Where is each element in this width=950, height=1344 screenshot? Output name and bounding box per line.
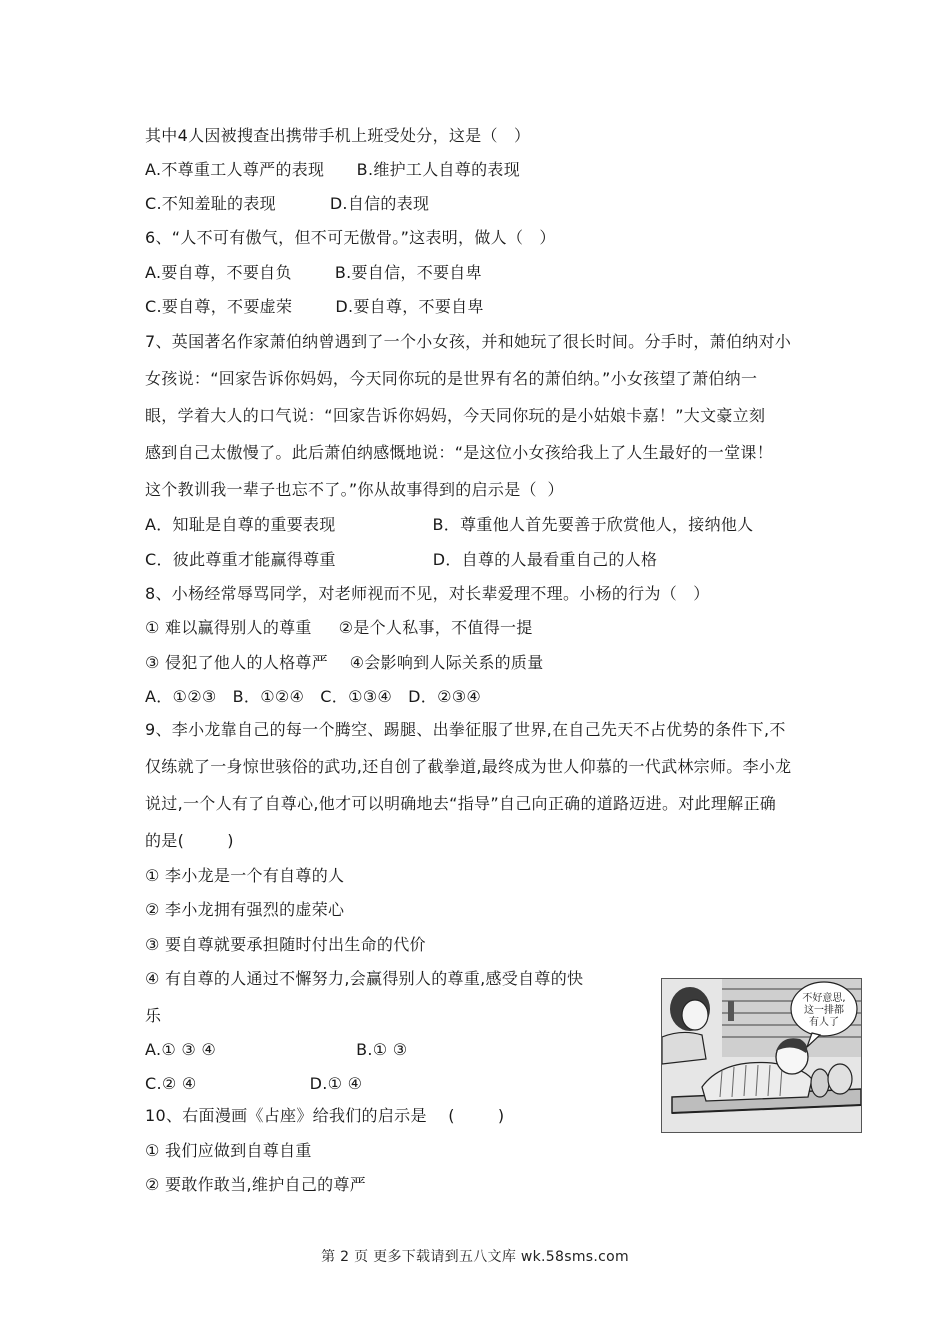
text-line: 仅练就了一身惊世骇俗的武功,还自创了截拳道,最终成为世人仰慕的一代武林宗师。李小龙 <box>145 757 792 776</box>
text-line: A.不尊重工人尊严的表现 B.维护工人自尊的表现 <box>145 160 521 179</box>
text-line: 的是( ) <box>145 831 234 850</box>
text-line: A．知耻是自尊的重要表现 B．尊重他人首先要善于欣赏他人，接纳他人 <box>145 515 754 534</box>
text-line: 眼，学着大人的口气说：“回家告诉你妈妈，今天同你玩的是小姑娘卡嘉！”大文豪立刻 <box>145 406 766 425</box>
text-line: A.要自尊，不要自负 B.要自信，不要自卑 <box>145 263 482 282</box>
text-line: ① 难以赢得别人的尊重 ②是个人私事，不值得一提 <box>145 618 533 637</box>
question-8: 8、小杨经常辱骂同学，对老师视而不见，对长辈爱理不理。小杨的行为（ ） <box>145 584 710 603</box>
text-line: C．彼此尊重才能赢得尊重 D．自尊的人最看重自己的人格 <box>145 550 658 569</box>
seat-occupying-cartoon <box>661 978 862 1133</box>
text-line: A．①②③ B．①②④ C．①③④ D．②③④ <box>145 687 482 706</box>
text-line: C.要自尊，不要虚荣 D.要自尊，不要自卑 <box>145 297 484 316</box>
text-line: ② 李小龙拥有强烈的虚荣心 <box>145 900 345 919</box>
text-line: 乐 <box>145 1006 162 1025</box>
text-line: A.① ③ ④ B.① ③ <box>145 1040 408 1059</box>
text-line: C.② ④ D.① ④ <box>145 1074 363 1093</box>
speech-text-3: 有人了 <box>809 1017 839 1028</box>
question-9: 9、李小龙靠自己的每一个腾空、踢腿、出拳征服了世界,在自己先天不占优势的条件下,不 <box>145 720 786 739</box>
cartoon-illustration <box>662 979 861 1132</box>
text-line: ② 要敢作敢当,维护自己的尊严 <box>145 1175 367 1194</box>
text-line: 这个教训我一辈子也忘不了。”你从故事得到的启示是（ ） <box>145 480 564 499</box>
speech-text-1: 不好意思, <box>802 993 846 1004</box>
question-7: 7、英国著名作家萧伯纳曾遇到了一个小女孩，并和她玩了很长时间。分手时，萧伯纳对小 <box>145 332 792 351</box>
text-line: C.不知羞耻的表现 D.自信的表现 <box>145 194 430 213</box>
text-line: 其中4人因被搜查出携带手机上班受处分，这是（ ） <box>145 126 531 145</box>
text-line: ④ 有自尊的人通过不懈努力,会赢得别人的尊重,感受自尊的快 <box>145 969 584 988</box>
text-line: 女孩说：“回家告诉你妈妈，今天同你玩的是世界有名的萧伯纳。”小女孩望了萧伯纳一 <box>145 369 758 388</box>
page-footer: 第 2 页 更多下载请到五八文库 wk.58sms.com <box>321 1249 629 1265</box>
text-line: ① 李小龙是一个有自尊的人 <box>145 866 345 885</box>
question-10: 10、右面漫画《占座》给我们的启示是 ( ) <box>145 1106 505 1125</box>
text-line: ③ 侵犯了他人的人格尊严 ④会影响到人际关系的质量 <box>145 653 544 672</box>
text-line: ③ 要自尊就要承担随时付出生命的代价 <box>145 935 426 954</box>
speech-text-2: 这一排都 <box>804 1005 844 1016</box>
text-line: 感到自己太傲慢了。此后萧伯纳感慨地说：“是这位小女孩给我上了人生最好的一堂课！ <box>145 443 773 462</box>
text-line: ① 我们应做到自尊自重 <box>145 1141 312 1160</box>
text-line: 说过,一个人有了自尊心,他才可以明确地去“指导”自己向正确的道路迈进。对此理解正确 <box>145 794 777 813</box>
question-6: 6、“人不可有傲气，但不可无傲骨。”这表明，做人（ ） <box>145 228 556 247</box>
